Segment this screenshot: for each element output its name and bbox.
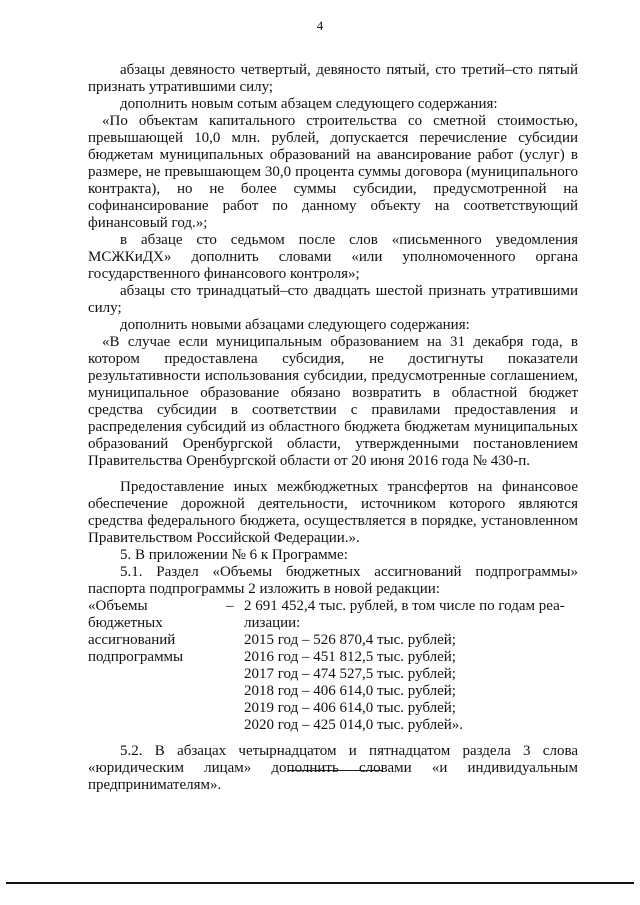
page-number: 4 (316, 18, 324, 33)
budget-volume-table (88, 598, 578, 734)
document-body (88, 62, 578, 794)
volume-label-line: подпрограммы (88, 649, 184, 665)
volume-dash: – (226, 598, 234, 614)
volume-year-line: 2015 год – 526 870,4 тыс. рублей; (244, 632, 456, 648)
bottom-rule (6, 882, 634, 884)
volume-total-line: 2 691 452,4 тыс. рублей, в том числе по годам реа- (244, 598, 565, 614)
volume-label-line: бюджетных (88, 615, 163, 631)
paragraph-quote-capital-construction: «По объектам капитального строительства со сметной стоимостью, превышающей 10,0 млн. рублей, допускается перечисление субсидии бюджетам муниципальных образований на авансирование работ (услуг) в размере, не превышающем 30,0 процента суммы договора (муниципального контракта), но не более суммы субсидии, предусмотренной на софинансирование работ по данному объекту на соответствующий финансовый год.»; (88, 113, 578, 231)
paragraph-add-100th: дополнить новым сотым абзацем следующего содержания: (120, 96, 498, 112)
volume-year-line: 2018 год – 406 614,0 тыс. рублей; (244, 683, 456, 699)
volume-year-line: 2019 год – 406 614,0 тыс. рублей; (244, 700, 456, 716)
volume-label-line: «Объемы (88, 598, 148, 614)
volume-year-line: 2017 год – 474 527,5 тыс. рублей; (244, 666, 456, 682)
separator-line (288, 770, 382, 771)
volume-label (88, 598, 226, 734)
paragraph-repeal-113-126: абзацы сто тринадцатый–сто двадцать шестой признать утратившими силу; (88, 283, 578, 316)
volume-values (244, 598, 578, 734)
paragraph-quote-return-subsidy: «В случае если муниципальным образованием на 31 декабря года, в котором предоставлена субсидия, не достигнуты показатели результативности использования субсидии, предусмотренные соглашением, муниципальное образование обязано возвратить в областной бюджет средства субсидии в соответствии с правилами предоставления и распределения субсидий из областного бюджета бюджетам муниципальных образований Оренбургской области, утвержденными постановлением Правительства Оренбургской области от 20 июня 2016 года № 430-п. (88, 334, 578, 469)
volume-label-line: ассигнований (88, 632, 176, 648)
paragraph-107th-amendment: в абзаце сто седьмом после слов «письменного уведомления МСЖКиДХ» дополнить словами «или уполномоченного органа государственного финансового контроля»; (88, 232, 578, 282)
paragraph-interbudget-transfers: Предоставление иных межбюджетных трансфертов на финансовое обеспечение дорожной деятельности, источником которого являются средства федерального бюджета, осуществляется в порядке, установленном Правительством Российской Федерации.». (88, 479, 578, 546)
volume-total-line: лизации: (244, 615, 301, 631)
paragraph-repeal-94-105: абзацы девяносто четвертый, девяносто пятый, сто третий–сто пятый признать утратившими силу; (88, 62, 578, 95)
volume-year-line: 2020 год – 425 014,0 тыс. рублей». (244, 717, 464, 733)
paragraph-section-5: 5. В приложении № 6 к Программе: (120, 547, 348, 563)
volume-year-line: 2016 год – 451 812,5 тыс. рублей; (244, 649, 456, 665)
paragraph-section-5-1: 5.1. Раздел «Объемы бюджетных ассигнований подпрограммы» паспорта подпрограммы 2 изложить в новой редакции: (88, 564, 578, 597)
paragraph-section-5-2: 5.2. В абзацах четырнадцатом и пятнадцатом раздела 3 слова «юридическим лицам» дополнить словами «и индивидуальным предпринимателям». (88, 743, 578, 793)
paragraph-add-new: дополнить новыми абзацами следующего содержания: (120, 317, 470, 333)
